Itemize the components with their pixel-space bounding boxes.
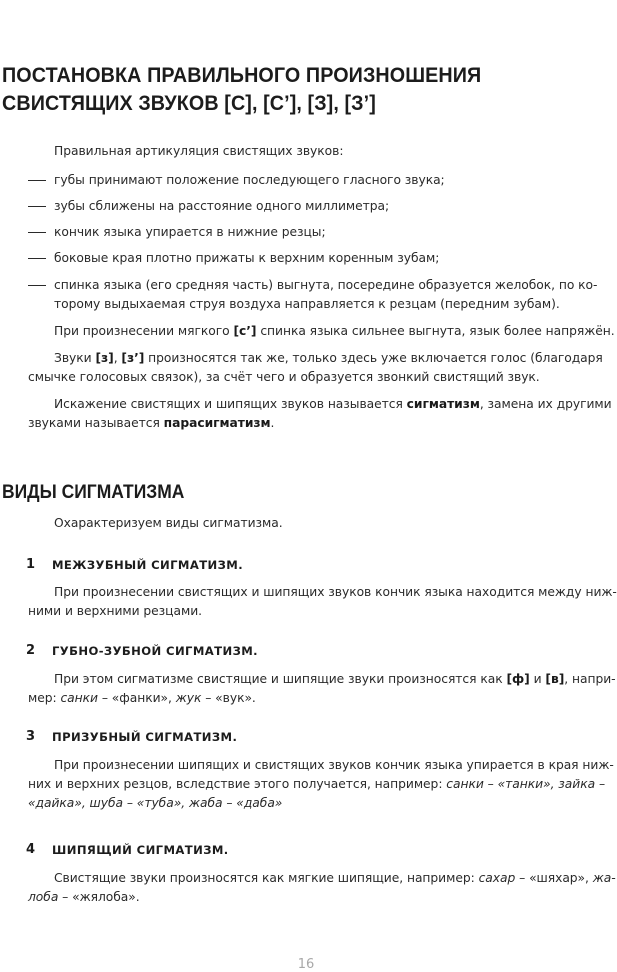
bullet-dash — [28, 206, 46, 207]
type-1-text-line-2: ними и верхними резцами. — [28, 604, 203, 618]
paragraph-sigmatism-line-2: звуками называется парасигматизм. — [28, 416, 275, 430]
bullet-item-5-line-2: торому выдыхаемая струя воздуха направляется к резцам (передним зубам). — [54, 297, 560, 311]
sound-mark: [з] — [95, 351, 114, 365]
sound-mark: [в] — [545, 672, 565, 686]
sound-mark: [ф] — [506, 672, 530, 686]
term-parasigmatism: парасигматизм — [163, 416, 271, 430]
page-number: 16 — [297, 957, 315, 972]
sound-mark: [з’] — [121, 351, 145, 365]
bullet-dash — [28, 258, 46, 259]
type-title: МЕЖЗУБНЫЙ СИГМАТИЗМ. — [52, 558, 244, 572]
bullet-item-3: кончик языка упирается в нижние резцы; — [54, 225, 326, 239]
type-number: 1 — [26, 557, 36, 572]
type-title: ШИПЯЩИЙ СИГМАТИЗМ. — [52, 843, 229, 857]
page-title-line-1: ПОСТАНОВКА ПРАВИЛЬНОГО ПРОИЗНОШЕНИЯ — [2, 64, 482, 87]
type-number: 2 — [26, 643, 36, 658]
paragraph-voiced-line-1: Звуки [з], [з’] произносятся так же, только здесь уже включается голос (благодаря — [54, 351, 603, 365]
bullet-item-2: зубы сближены на расстояние одного миллиметра; — [54, 199, 390, 213]
term-sigmatism: сигматизм — [406, 397, 480, 411]
type-number: 3 — [26, 729, 36, 744]
type-title: ПРИЗУБНЫЙ СИГМАТИЗМ. — [52, 730, 238, 744]
intro-text: Правильная артикуляция свистящих звуков: — [54, 144, 344, 158]
bullet-dash — [28, 180, 46, 181]
paragraph-voiced-line-2: смычке голосовых связок), за счёт чего и образуется звонкий свистящий звук. — [28, 370, 540, 384]
type-2-text-line-2: мер: санки – «фанки», жук – «вук». — [28, 691, 256, 705]
page-title-line-2: СВИСТЯЩИХ ЗВУКОВ [С], [С’], [З], [З’] — [2, 92, 376, 115]
type-title: ГУБНО-ЗУБНОЙ СИГМАТИЗМ. — [52, 644, 258, 658]
bullet-dash — [28, 232, 46, 233]
bullet-item-1: губы принимают положение последующего гласного звука; — [54, 173, 445, 187]
bullet-item-4: боковые края плотно прижаты к верхним коренным зубам; — [54, 251, 440, 265]
section-title: ВИДЫ СИГМАТИЗМА — [2, 482, 185, 503]
type-3-text-line-3: «дайка», шуба – «туба», жаба – «даба» — [28, 796, 283, 810]
type-1-text-line-1: При произнесении свистящих и шипящих звуков кончик языка находится между ниж- — [54, 585, 617, 599]
type-2-text-line-1: При этом сигматизме свистящие и шипящие звуки произносятся как [ф] и [в], напри- — [54, 672, 616, 686]
bullet-item-5-line-1: спинка языка (его средняя часть) выгнута, посередине образуется желобок, по ко- — [54, 278, 598, 292]
bullet-dash — [28, 285, 46, 286]
section-intro: Охарактеризуем виды сигматизма. — [54, 516, 283, 530]
type-number: 4 — [26, 842, 36, 857]
type-4-text-line-2: лоба – «жялоба». — [28, 890, 140, 904]
sound-mark: [с’] — [233, 324, 257, 338]
paragraph-soft-sound: При произнесении мягкого [с’] спинка языка сильнее выгнута, язык более напряжён. — [54, 324, 615, 338]
type-3-text-line-2: них и верхних резцов, вследствие этого получается, например: санки – «танки», зайка – — [28, 777, 606, 791]
type-4-text-line-1: Свистящие звуки произносятся как мягкие шипящие, например: сахар – «шяхар», жа- — [54, 871, 616, 885]
paragraph-sigmatism-line-1: Искажение свистящих и шипящих звуков называется сигматизм, замена их другими — [54, 397, 612, 411]
page-title — [2, 62, 528, 118]
type-3-text-line-1: При произнесении шипящих и свистящих звуков кончик языка упирается в края ниж- — [54, 758, 614, 772]
